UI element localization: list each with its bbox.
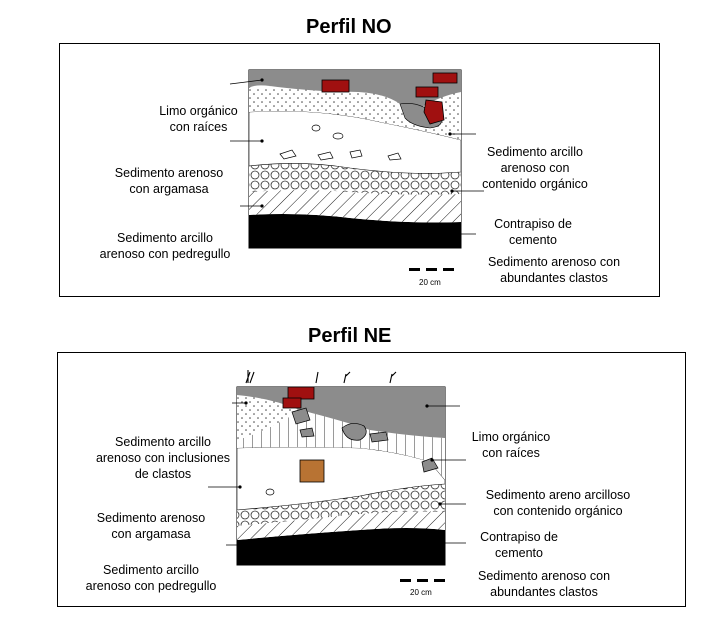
perfil-ne-title: Perfil NE <box>308 325 392 347</box>
ne-label-abundantes-clastos: Sedimento arenoso con abundantes clastos <box>477 569 611 599</box>
ne-label-arenoso-argamasa: Sedimento arenoso con argamasa <box>96 511 206 541</box>
ne-label-arcillo-inclusiones: Sedimento arcillo arenoso con inclusiones de clastos <box>95 435 231 481</box>
perfil-no-section <box>230 70 484 271</box>
ne-label-arcillo-pedregullo: Sedimento arcillo arenoso con pedregullo <box>85 563 217 593</box>
no-scale-label: 20 cm <box>419 278 441 287</box>
no-label-arenoso-argamasa: Sedimento arenoso con argamasa <box>114 166 224 196</box>
no-label-arcillo-pedregullo: Sedimento arcillo arenoso con pedregullo <box>99 231 231 261</box>
no-scale-bar <box>409 268 454 271</box>
ne-label-limo: Limo orgánico con raíces <box>471 430 551 460</box>
ne-label-areno-arcilloso: Sedimento areno arcilloso con contenido orgánico <box>485 488 631 518</box>
no-label-abundantes-clastos: Sedimento arenoso con abundantes clastos <box>487 255 621 285</box>
ne-label-contrapiso: Contrapiso de cemento <box>480 530 558 560</box>
no-label-arcillo-organico: Sedimento arcillo arenoso con contenido orgánico <box>482 145 588 191</box>
no-label-contrapiso: Contrapiso de cemento <box>494 217 572 247</box>
ne-scale-label: 20 cm <box>410 588 432 597</box>
no-label-limo: Limo orgánico con raíces <box>159 104 238 134</box>
perfil-no-title: Perfil NO <box>306 16 392 38</box>
